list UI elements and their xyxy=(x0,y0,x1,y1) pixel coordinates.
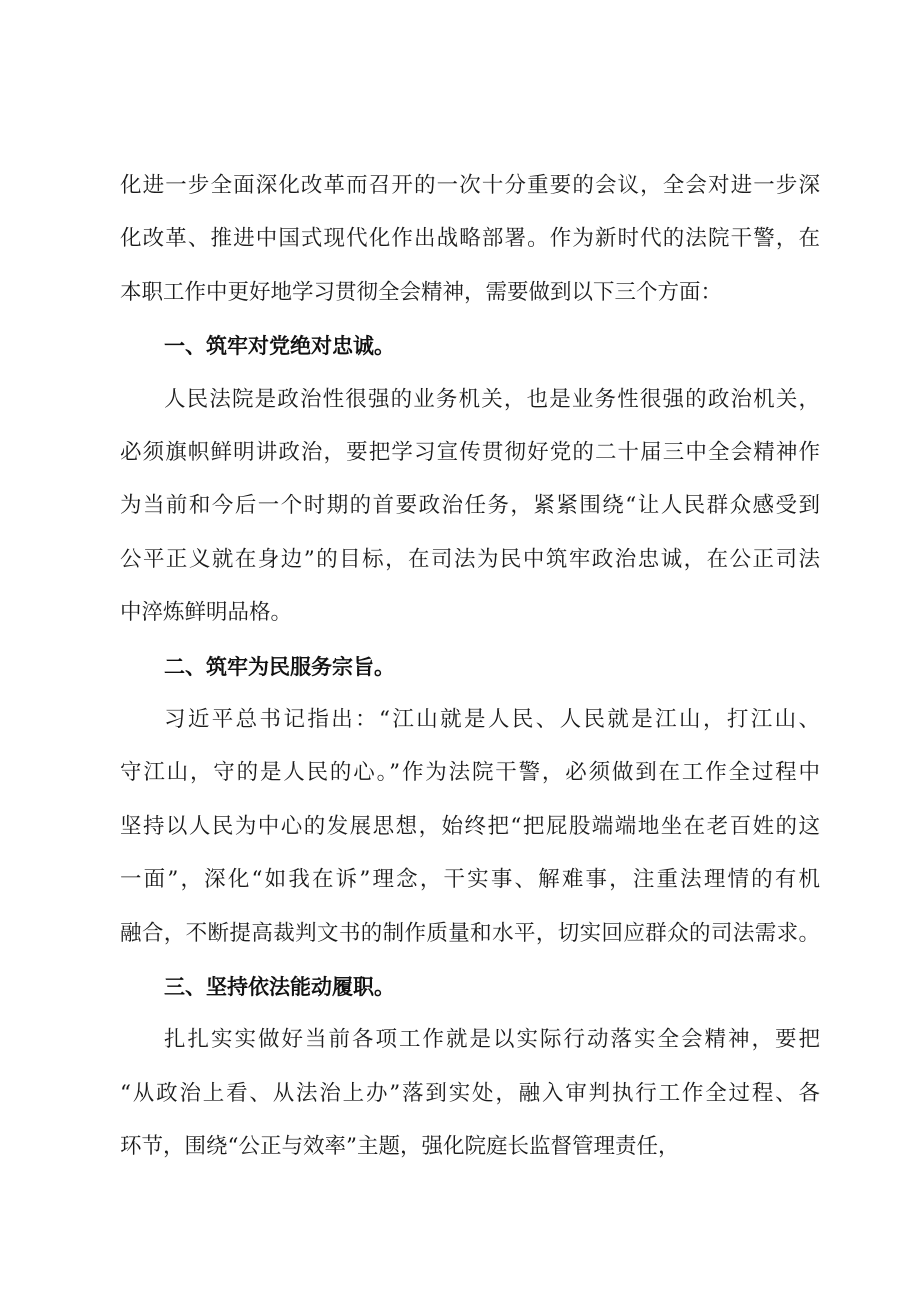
section-2-line-1: 习近平总书记指出：“江山就是人民、人民就是江山，打江山、 xyxy=(164,707,820,732)
section-3-line-2: “从政治上看、从法治上办”落到实处，融入审判执行工作全过程、各 xyxy=(120,1081,820,1106)
section-1-line-5: 中淬炼鲜明品格。 xyxy=(120,600,293,625)
section-1-line-1: 人民法院是政治性很强的业务机关，也是业务性很强的政治机关， xyxy=(164,387,820,412)
section-1-line-4: 公平正义就在身边”的目标，在司法为民中筑牢政治忠诚，在公正司法 xyxy=(120,547,820,572)
section-2-line-5: 融合，不断提高裁判文书的制作质量和水平，切实回应群众的司法需求。 xyxy=(120,921,820,946)
section-2-line-3: 坚持以人民为中心的发展思想，始终把“把屁股端端地坐在老百姓的这 xyxy=(120,814,820,839)
section-3-line-1: 扎扎实实做好当前各项工作就是以实际行动落实全会精神，要把 xyxy=(164,1027,820,1052)
intro-line-3: 本职工作中更好地学习贯彻全会精神，需要做到以下三个方面： xyxy=(120,280,723,305)
section-1-line-3: 为当前和今后一个时期的首要政治任务，紧紧围绕“让人民群众感受到 xyxy=(120,493,820,518)
section-1-heading: 一、筑牢对党绝对忠诚。 xyxy=(164,334,395,358)
section-1-line-2: 必须旗帜鲜明讲政治，要把学习宣传贯彻好党的二十届三中全会精神作 xyxy=(120,440,820,465)
section-3-heading: 三、坚持依法能动履职。 xyxy=(164,975,395,999)
section-3-line-3: 环节，围绕“公正与效率”主题，强化院庭长监督管理责任， xyxy=(120,1134,680,1159)
section-2-line-2: 守江山，守的是人民的心。”作为法院干警，必须做到在工作全过程中 xyxy=(120,760,820,785)
section-2-heading: 二、筑牢为民服务宗旨。 xyxy=(164,655,395,679)
intro-line-2: 化改革、推进中国式现代化作出战略部署。作为新时代的法院干警，在 xyxy=(120,226,820,251)
intro-line-1: 化进一步全面深化改革而召开的一次十分重要的会议，全会对进一步深 xyxy=(120,173,820,198)
section-2-line-4: 一面”，深化“如我在诉”理念，干实事、解难事，注重法理情的有机 xyxy=(120,867,820,892)
